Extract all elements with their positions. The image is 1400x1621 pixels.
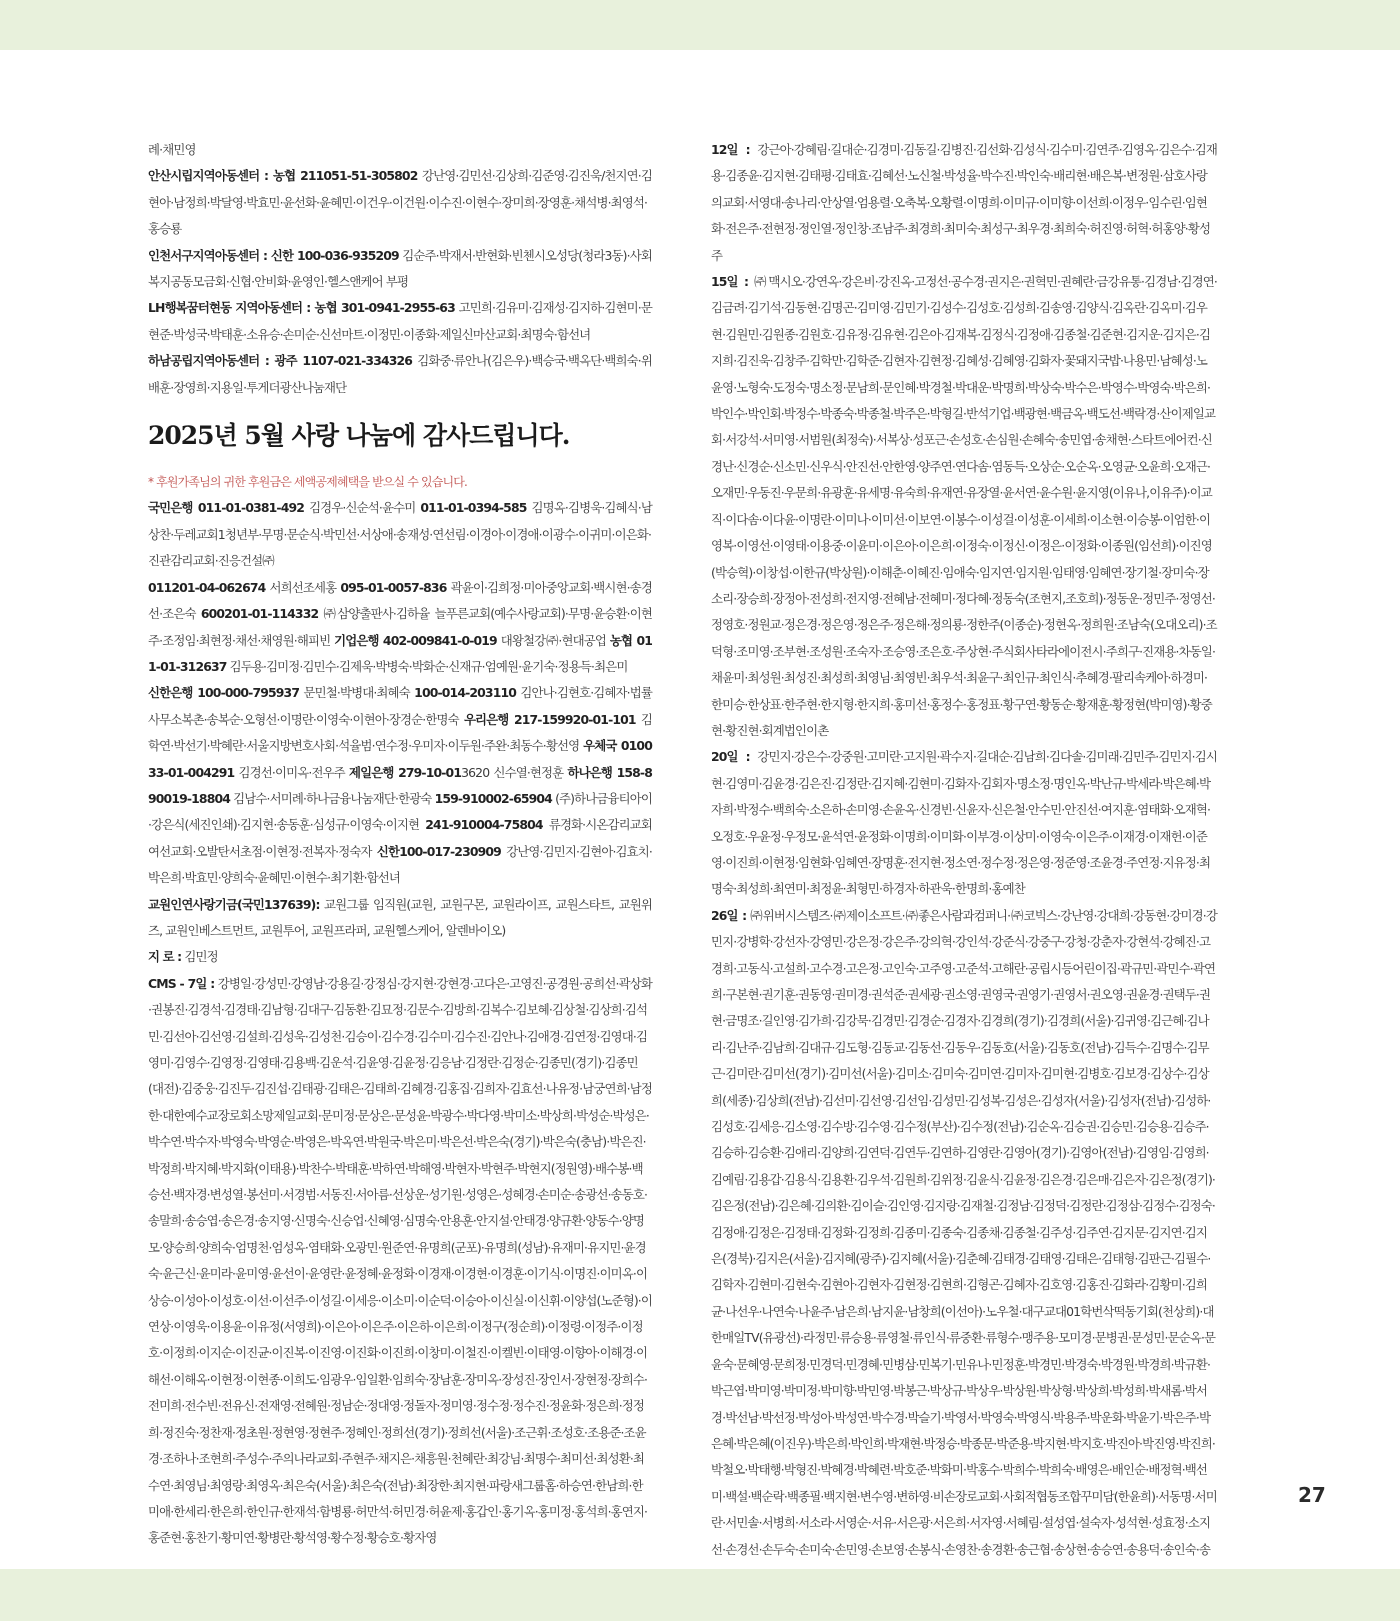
- donor-entry-giro: 지 로 : 김민정: [148, 949, 218, 965]
- donor-entry-cms-12: 12일 : 강근아·강혜림·길대순·김경미·김동길·김병진·김선화·김성식·김수미·김연주·김영옥·김은수·김재용·김종윤·김지현·김태평·김태효·김혜선·노신철·박성율·박수진·박인숙·배리현·배은복·변정원·삼호사랑의교회·서영대·송나리·안상열·엄용렬·오축복·오황렬·이명희·이미규·이미향·이선희·이정우·임수린·임현화·전은주·전현정·정인열·정인창·조남주·최경희·최미숙·최성구·최우경·최희숙·허진영·허혁·허홍양·황성주: [711, 142, 1218, 263]
- entry-names: 강난영·김민선·김상희·김준영·김진욱/천지연·김현아·남정희·박달영·박효민·윤선화·윤혜민·이건우·이건원·이수진·이현수·장미희·장영훈·채석병·최영석·홍승룡: [148, 168, 652, 237]
- donor-entry-cms-20: 20일 : 강민지·강은수·강중원·고미란·고지원·곽수지·길대순·김남희·김다솔·김미래·김민주·김민지·김시현·김영미·김윤경·김은진·김정란·김지혜·김현미·김화자·김회자·명소정·명인옥·박난규·박세라·박은혜·박자희·박정수·백희숙·소은하·손미영·손윤옥·신경빈·신윤자·신은철·안수민·안진선·여지훈·염태화·오재혁·오정호·우윤정·우정모·윤석연·윤정화·이명희·이미화·이부경·이상미·이영숙·이은주·이재경·이재헌·이준영·이진희·이현정·임현화·임혜연·장명훈·전지현·정소연·정수정·정은영·정준영·조윤경·주연정·지유정·최명숙·최성희·최연미·최정윤·최형민·하경자·하관욱·한명희·홍예찬: [711, 749, 1218, 897]
- donor-entry-cms-26: 26일 : ㈜위버시스템즈·㈜제이소프트·㈜좋은사람과컴퍼니·㈜코빅스·강난영·강대희·강동현·강미경·강민지·강병학·강선자·강영민·강은정·강은주·강의혁·강인석·강준식·강중구·강청·강춘자·강현석·강혜진·고경희·고동식·고설희·고수경·고은정·고인숙·고주영·고준석·고해란·공립시등어린이집·곽규민·곽민수·곽연희·구본현·권기훈·권동영·권미경·권석준·권세광·권소영·권영국·권영기·권영서·권오영·권윤경·권택두·권현·금명조·길인영·김가희·김강묵·김경민·김경순·김경자·김경희(경기)·김경희(서울)·김귀영·김근혜·김나리·김난주·김남희·김대규·김도형·김동교·김동선·김동우·김동호(서울)·김동호(전남)·김득수·김명수·김무근·김미란·김미선(경기)·김미선(서울)·김미소·김미숙·김미연·김미자·김미현·김병호·김보경·김상수·김상희(세종)·김상희(전남)·김선미·김선영·김선임·김성민·김성복·김성은·김성자(서울)·김성자(전남)·김성하·김성호·김세응·김소영·김수방·김수영·김수정(부산)·김수정(전남)·김순옥·김승권·김승민·김승용·김승주·김승하·김승환·김애리·김양희·김연덕·김연두·김연하·김영란·김영아(경기)·김영아(전남)·김영임·김영희·김예림·김용갑·김용식·김용환·김우석·김원희·김위정·김윤식·김윤정·김은경·김은매·김은자·김은정(경기)·김은정(전남)·김은혜·김의환·김이슬·김인영·김지랑·김재철·김정남·김정덕·김정란·김정삼·김정수·김정숙·김정애·김정은·김정태·김정화·김정희·김종미·김종숙·김종채·김종철·김주성·김주연·김지문·김지연·김지은(경북)·김지은(서울)·김지혜(광주)·김지혜(서울)·김춘혜·김태경·김태영·김태은·김태형·김판근·김필수·김학자·김현미·김현숙·김현아·김현자·김현정·김현희·김형곤·김혜자·김호영·김홍진·김화라·김황미·김희균·나선우·나연숙·나윤주·남은희·남지윤·남창희(이선아)·노우철·대구교대01학번삭떡동기회(천상희)·대한매일TV(유광선)·라정민·류승용·류영철·류인식·류중환·류형수·맹주용·모미경·문병권·문성민·문순옥·문윤숙·문혜영·문희정·민경덕·민경혜·민병삼·민복기·민유나·민정훈·박경민·박경숙·박경원·박경희·박규환·박근엽·박미영·박미정·박미향·박민영·박봉근·박상규·박상우·박상원·박상형·박상희·박성희·박새롬·박서경·박선남·박선정·박성아·박성연·박수경·박슬기·박영서·박영숙·박영식·박용주·박운화·박윤기·박은주·박은혜·박은혜(이진우)·박은희·박인희·박재현·박정승·박종문·박준용·박지현·박지호·박진아·박진영·박진희·박철오·박태행·박형진·박혜경·박혜련·박호준·박화미·박홍수·박희수·박희숙·배영은·배인순·배정혁·백선미·백설·백순락·백종필·백지현·변수영·변하영·비손장로교회·사회적협동조합꾸미담(한윤희)·서동명·서미란·서민솔·서병희·서소라·서영순·서유·서은광·서은희·서자영·서혜림·설성엽·설숙자·성석현·성효정·소지선·손경선·손두숙·손미숙·손민영·손보영·손봉식·손영찬·송경환·송근협·송상현·송승연·송용덕·송인숙·송: [711, 907, 1218, 1557]
- entry-names: 김순주·박재서·반현화·빈첸시오성당(청라3동)·사회복지공동모금회·신협·안비화·윤영인·헬스앤케어 부평: [148, 247, 652, 290]
- entry-names: 김화중·류안나(김은우)·백승국·백옥단·백희숙·위배훈·장영희·지용일·투게더광산나눔재단: [148, 353, 652, 395]
- top-band: [0, 0, 1400, 50]
- left-column: [148, 137, 653, 1546]
- donor-entry-lh: [148, 295, 652, 348]
- donor-entry-cms-15: 15일 : ㈜맥시오·강연옥·강은비·강진옥·고정선·공수경·권지은·권혁민·권혜란·금강유통·김경남·김경연·김금려·김기석·김동현·김명곤·김미영·김민기·김성수·김성호·김성희·김송영·김양식·김옥란·김옥미·김우현·김원민·김원종·김원호·김유정·김유현·김은아·김재복·김정식·김정애·김종철·김준현·김지운·김지은·김지희·김진욱·김창주·김학만·김학준·김현자·김현정·김혜성·김혜영·김화자·꽃돼지국밥·나용민·남혜성·노윤영·노형숙·도정숙·명소정·문남희·문인혜·박경철·박대운·박명희·박상숙·박수은·박영수·박영숙·박은희·박인수·박인회·박정수·박종숙·박종철·박주은·박형길·반석기업·백광현·백금옥·백도선·백락경·산이제일교회·서강석·서미영·서범원(최정숙)·서복상·성포근·손성호·손심원·손혜숙·송민엽·송채현·스타트에어컨·신경난·신경순·신소민·신우식·안진선·안한영·양주연·연다솜·염동득·오상순·오순옥·오영균·오윤희·오재근·오재민·우동진·우문희·유광훈·유세명·유숙희·유재연·유장열·윤서연·윤수원·윤지영(이유나,이유주)·이교직·이다솜·이다윤·이명란·이미나·이미선·이보연·이봉수·이성걸·이성훈·이세희·이소현·이승봉·이엄한·이영복·이영선·이영태·이용중·이윤미·이은아·이은희·이정숙·이정신·이정은·이정화·이종원(임선희)·이진영(박승혁)·이창섭·이한규(박상원)·이해춘·이혜진·임애숙·임지연·임지원·임태영·임혜연·장기철·장미숙·장소리·장승희·장정아·전성희·전지영·전혜남·전혜미·정다혜·정동숙(조현지,조호희)·정동운·정민주·정영선·정영호·정원교·정은경·정은영·정은주·정은해·정의룡·정한주(이종순)·정현옥·정희원·조남숙(오대오리)·조덕형·조미영·조부현·조성원·조숙자·조승영·조은호·주상현·주식회사타라에이전시·주희구·진재용·차동일·채윤미·최성원·최성진·최성희·최영님·최영빈·최우석·최윤구·최인규·최인식·추혜경·팔리속케아·하경미·한미승·한상표·한주현·한지형·한지희·홍미선·홍정수·홍정표·황구연·황동순·황재훈·황정현(박미영)·황중현·황진현·회계법인이촌: [711, 274, 1218, 738]
- donor-entry-kookmin: 국민은행 011-01-0381-492 김경우·신순석·윤수미 011-01-0394-585 김명옥·김병욱·김혜식·남상찬·두레교회1청년부·무명·문순식·박민선·서상애·송재성·연선림·이경아·이경애·이광수·이귀미·이은화·진관감리교회·진응건설㈜: [148, 500, 652, 569]
- donor-entry-banks: 신한은행 100-000-795937 문민철·박병대·최혜숙 100-014-203110 김안나·김현호·김혜자·법률사무소복촌·송복순·오형선·이명란·이영숙·이현아·장경순·한명숙 우리은행 217-159920-01-101 김학연·박선기·박혜란·서울지방변호사회·석율범·연수정·우미자·이두원·주완·최동수·황선영 우체국 010033-01-004291 김경선·이미옥·전우주 제일은행 279-10-013620 신수열·현정훈 하나은행 158-890019-18804 김남수·서미례·하나금융나눔재단·한광숙 159-910002-65904 (주)하나금융티아이·강은식(세진인쇄)·김지현·송동훈·심성규·이영숙·이지현 241-910004-75804 류경화·시온감리교회여선교회·오발탄서초점·이현정·전복자·정숙자 신한100-017-230909 강난영·김민지·김현아·김효치·박은희·박효민·양희숙·윤혜민·이현수·최기환·함선녀: [148, 685, 652, 886]
- right-column: [711, 137, 1218, 1557]
- section-heading: 2025년 5월 사랑 나눔에 감사드립니다.: [148, 421, 570, 451]
- donor-entry-incheon: [148, 243, 652, 296]
- donor-entry-kyowon: 교원인연사랑기금(국민137639): 교원그룹 임직원(교원, 교원구몬, 교원라이프, 교원스타트, 교원위즈, 교원인베스트먼트, 교원투어, 교원프라퍼, 교원헬스케어, 알렌바이오): [148, 896, 652, 938]
- tax-note: * 후원가족님의 귀한 후원금은 세액공제혜택을 받으실 수 있습니다.: [148, 475, 467, 490]
- entry-label: LH행복꿈터현동 지역아동센터 : 농협 301-0941-2955-63: [148, 300, 455, 316]
- donor-entry-hanam: [148, 348, 652, 401]
- donor-entry-cms-7: CMS - 7일 : 강병일·강성민·강영남·강용길·강정심·강지현·강현경·고다은·고영진·공경원·공희선·곽상화·권봉진·김경석·김경태·김남형·김대구·김동환·김묘정·김문수·김방희·김복수·김보혜·김상철·김상희·김석민·김선아·김선영·김설희·김성욱·김성천·김승이·김수경·김수미·김수진·김안나·김애경·김연정·김영대·김영미·김영수·김영정·김영태·김용백·김운석·김윤영·김윤정·김응남·김정란·김정순·김종민(경기)·김종민(대전)·김중웅·김진두·김진섭·김태광·김태은·김태희·김혜경·김홍집·김희자·김효선·나유정·남궁연희·남정한·대한예수교장로회소망제일교회·문미정·문상은·문성윤·박광수·박다영·박미소·박상희·박성순·박성은·박수연·박수자·박영숙·박영순·박영은·박옥연·박원국·박은미·박은선·박은숙(경기)·박은숙(충남)·박은진·박정희·박지혜·박지화(이태용)·박찬수·박태훈·박하연·박해영·박현자·박현주·박현지(정원영)·배수봉·백승선·백자경·변성열·봉선미·서경범·서동진·서아름·선상운·성기원·성영은·성혜경·손미순·송광선·송동호·송말희·송승엽·송은경·송지영·신명숙·신승업·신혜영·심명숙·안용훈·안지설·안태경·양규환·양동수·양명모·양승희·양희숙·엄명천·엄성옥·염태화·오광민·원준연·유명희(군포)·유명희(성남)·유재미·유지민·윤경숙·윤근신·윤미라·윤미영·윤선이·윤영란·윤정혜·윤정화·이경재·이경현·이경훈·이기식·이명진·이미옥·이상승·이성아·이성호·이선·이선주·이성길·이세응·이소미·이순덕·이승아·이신실·이신휘·이양섭(노준형)·이연상·이영욱·이용윤·이유정(서영희)·이은아·이은주·이은하·이은희·이정구(정순희)·이정령·이정주·이정호·이정희·이지순·이진균·이진복·이진영·이진화·이진희·이창미·이철진·이켈빈·이태영·이향아·이해경·이해선·이해옥·이현정·이현종·이희도·임광우·임일환·임희숙·장남훈·장미옥·장성진·장인서·장현정·장희수·전미희·전수빈·전유신·전재영·전혜원·정남순·정대영·정돌자·정미영·정수정·정수진·정윤화·정은희·정정희·정진숙·정찬재·정초원·정현영·정현주·정혜인·정희선(경기)·정희선(서울)·조근휘·조성호·조용준·조윤경·조하나·조현희·주성수·주의나라교회·주현주·채지은·채흥원·천혜란·최강님·최명수·최미선·최성환·최수연·최영님·최영랑·최영옥·최은숙(서울)·최은숙(전남)·최장한·최지현·파랑새그룹홈·하승연·한남희·한미애·한세리·한은희·한인규·한재석·함병룡·허만석·허민경·허윤제·홍갑인·홍기옥·홍미정·홍석희·홍연지·홍준현·홍찬기·황미연·황병란·황석영·황수정·황승호·황자영: [148, 975, 653, 1546]
- bottom-band: [0, 1569, 1400, 1621]
- entry-names: 고민희·김유미·김재성·김지하·김현미·문현준·박성국·박태훈·소유승·손미순·신선마트·이정민·이종화·제일신마산교회·최명숙·함선녀: [148, 300, 652, 342]
- page-number: 27: [1298, 1483, 1326, 1507]
- donor-entry-accounts: 011201-04-062674 서희선조세홍 095-01-0057-836 곽윤이·김희정·미아중앙교회·백시현·송경선·조은숙 600201-01-114332 ㈜삼양출판사·김하율 늘푸른교회(예수사랑교회)·무명·윤승환·이현주·조정임·최현정·채선·채영원·해피빈 기업은행 402-009841-0-019 대왕철강㈜·현대공업 농협 011-01-312637 김두용·김미정·김민수·김제욱·박병숙·박화순·신재규·엄예원·윤기숙·정용득·최은미: [148, 579, 652, 674]
- entry-label: 하남공립지역아동센터 : 광주 1107-021-334326: [148, 353, 413, 369]
- entry-label: 인천서구지역아동센터 : 신한 100-036-935209: [148, 247, 399, 263]
- donor-entry-ansan: [148, 163, 652, 242]
- entry-label: 안산시립지역아동센터 : 농협 211051-51-305802: [148, 168, 418, 184]
- donor-list-continuation: 례·채민영: [148, 142, 196, 157]
